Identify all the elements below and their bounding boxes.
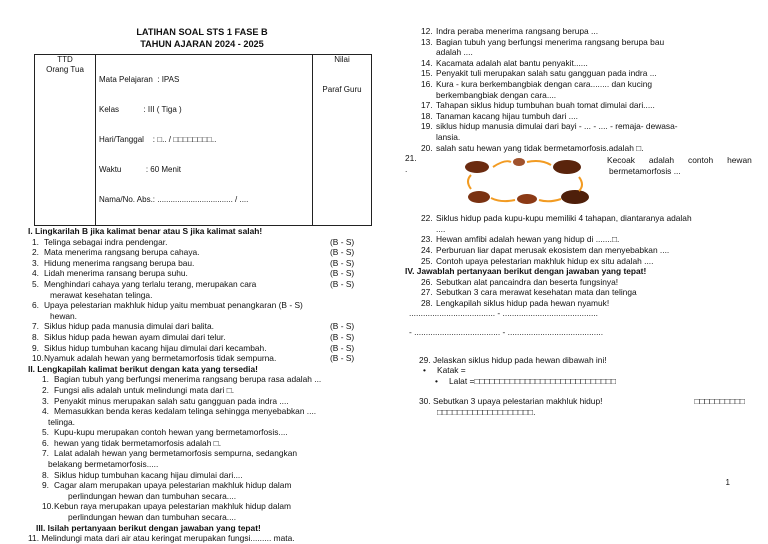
q21-text-2: bermetamorfosis ...	[609, 165, 681, 176]
bullet-icon: •	[423, 365, 426, 376]
item-number: 2.	[42, 384, 49, 395]
item-number: 7.	[42, 448, 49, 459]
item-number: 15.	[421, 68, 433, 79]
item-text: Nyamuk adalah hewan yang bermetamorfosis tidak sempurna.	[44, 353, 277, 364]
kelas-line: Kelas : III ( Tiga )	[99, 105, 182, 114]
item-text: Perburuan liar dapat merusak ekosistem dan menyebabkan ....	[436, 244, 670, 255]
item-number: 22.	[421, 213, 433, 224]
item-number: 7.	[32, 321, 39, 332]
item-number: 5.	[32, 278, 39, 289]
item-number: 23.	[421, 234, 433, 245]
right-item	[405, 298, 745, 309]
q30-continuation: □□□□□□□□□□□□□□□□□□□.	[437, 407, 536, 418]
right-list-2	[405, 213, 745, 266]
section-1-item	[28, 279, 376, 290]
item-continuation: ....	[436, 223, 446, 234]
item-text: Mata menerima rangsang berupa cahaya.	[44, 247, 200, 258]
section-2-item	[28, 480, 376, 491]
section-1-item	[28, 268, 376, 279]
item-number: 4.	[42, 406, 49, 417]
section-1-item	[28, 332, 376, 343]
question-30	[405, 396, 745, 407]
section-2-item	[28, 406, 376, 417]
item-continuation: merawat kesehatan telinga.	[50, 289, 153, 300]
true-false-choice	[330, 300, 376, 311]
q21-number: 21. .	[405, 153, 417, 174]
item-number: 1.	[32, 236, 39, 247]
item-text: Fungsi alis adalah untuk melindungi mata dari □.	[54, 384, 235, 395]
section-1-list	[28, 237, 376, 364]
item-text: Penyakit tuli merupakan salah satu gangguan pada indra ...	[436, 68, 657, 79]
item-number: 18.	[421, 110, 433, 121]
item-text: Penyakit minus merupakan salah satu gangguan pada indra ....	[54, 395, 289, 406]
item-number: 3.	[42, 395, 49, 406]
item-text: Siklus hidup pada kupu-kupu memiliki 4 tahapan, diantaranya adalah	[436, 213, 692, 224]
item-number: 6.	[32, 300, 39, 311]
section-4-heading: IV. Jawablah pertanyaan berikut dengan jawaban yang tepat!	[405, 266, 647, 277]
right-item	[405, 121, 745, 132]
right-item	[405, 58, 745, 69]
signature-cell	[35, 55, 96, 226]
item-text: Kura - kura berkembangbiak dengan cara........ dan kucing	[436, 78, 653, 89]
lalat-row	[405, 376, 745, 387]
paraf-label: Paraf Guru	[322, 85, 362, 94]
section-1-item	[28, 343, 376, 354]
right-item	[405, 277, 745, 288]
section-1-item	[28, 321, 376, 332]
item-text: Sebutkan alat pancaindra dan beserta fungsinya!	[436, 276, 619, 287]
item-number: 20.	[421, 142, 433, 153]
page-number: 1	[725, 478, 730, 487]
item-text: Siklus hidup pada manusia dimulai dari balita.	[44, 321, 214, 332]
cockroach-lifecycle-icon	[457, 153, 607, 211]
item-continuation: lansia.	[436, 131, 461, 142]
question-11: 11. Melindungi mata dari air atau keringat merupakan fungsi......... mata.	[28, 533, 295, 544]
item-continuation: hewan.	[50, 310, 78, 321]
title-line-1: LATIHAN SOAL STS 1 FASE B	[136, 27, 268, 37]
item-number: 10.	[32, 353, 44, 364]
item-number: 8.	[32, 331, 39, 342]
item-continuation: adalah ....	[436, 47, 473, 58]
item-continuation: belakang bermetamorfosis.....	[48, 459, 159, 470]
section-2-item	[28, 438, 376, 449]
item-text: Telinga sebagai indra pendengar.	[44, 236, 168, 247]
item-number: 14.	[421, 57, 433, 68]
question-21	[405, 153, 752, 211]
true-false-choice: (B - S)	[330, 236, 355, 247]
section-2-item	[28, 427, 376, 438]
item-text: Indra peraba menerima rangsang berupa ...	[436, 26, 599, 36]
question-29: 29. Jelaskan siklus hidup pada hewan dibawah ini!	[419, 354, 607, 365]
section-2-list	[28, 374, 376, 522]
right-item	[405, 143, 745, 154]
section-2-item	[28, 396, 376, 407]
item-text: Memasukkan benda keras kedalam telinga sehingga menyebabkan ....	[54, 406, 317, 417]
item-text: Tahapan siklus hidup tumbuhan buah tomat dimulai dari.....	[436, 100, 655, 111]
item-number: 28.	[421, 297, 433, 308]
ttd-label: TTD	[57, 55, 73, 64]
left-column	[28, 26, 376, 544]
item-number: 12.	[421, 26, 433, 36]
dots-line-2: - ..................................... - .........................................	[409, 327, 604, 338]
right-item	[405, 100, 745, 111]
identity-table	[34, 54, 372, 226]
item-number: 24.	[421, 244, 433, 255]
katak-row	[405, 365, 745, 376]
item-text: Cagar alam merupakan upaya pelestarian makhluk hidup dalam	[54, 480, 292, 491]
right-item	[405, 245, 745, 256]
info-cell	[96, 55, 313, 226]
waktu-line: Waktu : 60 Menit	[99, 165, 181, 174]
item-text: siklus hidup manusia dimulai dari bayi - ... - .... - remaja- dewasa-	[436, 121, 678, 132]
right-item	[405, 256, 745, 267]
item-text: Siklus hidup tumbuhan kacang hijau dimulai dari kecambah.	[44, 342, 267, 353]
item-number: 25.	[421, 255, 433, 266]
nilai-label: Nilai	[334, 55, 350, 64]
section-1-item	[28, 258, 376, 269]
item-text: Kacamata adalah alat bantu penyakit......	[436, 57, 588, 68]
item-text: Lidah menerima ransang berupa suhu.	[44, 268, 188, 279]
score-cell	[313, 55, 372, 226]
section-2-item	[28, 385, 376, 396]
item-number: 1.	[42, 374, 49, 385]
item-number: 16.	[421, 78, 433, 89]
item-number: 17.	[421, 100, 433, 111]
item-text: Menghindari cahaya yang terlalu terang, merupakan cara	[44, 278, 257, 289]
right-item	[405, 37, 745, 48]
section-2-item	[28, 470, 376, 481]
bullet-icon: •	[435, 375, 438, 386]
item-text: Bagian tubuh yang berfungsi menerima rangsang berupa bau	[436, 36, 665, 47]
hari-line: Hari/Tanggal : □.. / □□□□□□□□..	[99, 135, 217, 144]
item-text: salah satu hewan yang tidak bermetamorfosis.adalah □.	[436, 142, 644, 153]
right-item	[405, 26, 745, 37]
item-number: 9.	[42, 480, 49, 491]
right-item	[405, 213, 745, 224]
section-1-item	[28, 237, 376, 248]
right-column	[405, 26, 752, 418]
item-text: Kebun raya merupakan upaya pelestarian makhluk hidup dalam	[54, 501, 291, 512]
item-text: Upaya pelestarian makhluk hidup yaitu membuat penangkaran (B - S)	[44, 300, 303, 311]
item-text: hewan yang tidak bermetamorfosis adalah □.	[54, 437, 222, 448]
item-text: Siklus hidup pada hewan ayam dimulai dari telur.	[44, 331, 226, 342]
item-number: 2.	[32, 247, 39, 258]
item-number: 4.	[32, 268, 39, 279]
item-number: 13.	[421, 36, 433, 47]
right-item	[405, 79, 745, 90]
right-item	[405, 111, 745, 122]
orang-tua-label: Orang Tua	[46, 65, 84, 74]
section-1-item	[28, 300, 376, 311]
section-2-item	[28, 501, 376, 512]
true-false-choice: (B - S)	[330, 331, 355, 342]
lalat-label: Lalat =□□□□□□□□□□□□□□□□□□□□□□□□□□□□	[449, 375, 617, 386]
true-false-choice: (B - S)	[330, 247, 355, 258]
item-number: 5.	[42, 427, 49, 438]
true-false-choice: (B - S)	[330, 257, 355, 268]
right-list-1	[405, 26, 745, 153]
item-number: 26.	[421, 276, 433, 287]
true-false-choice: (B - S)	[330, 278, 355, 289]
item-number: 19.	[421, 121, 433, 132]
item-number: 9.	[32, 342, 39, 353]
right-list-3	[405, 277, 745, 309]
cockroach-lifecycle-image	[457, 153, 607, 211]
right-item	[405, 287, 745, 298]
q30-text: 30. Sebutkan 3 upaya pelestarian makhluk hidup!	[419, 396, 603, 407]
item-text: Lengkapilah siklus hidup pada hewan nyamuk!	[436, 297, 610, 308]
q30-boxes: □□□□□□□□□□	[694, 396, 745, 407]
item-text: Bagian tubuh yang berfungsi menerima rangsang berupa rasa adalah ...	[54, 374, 322, 385]
item-number: 10.	[42, 501, 54, 512]
title-line-2: TAHUN AJARAN 2024 - 2025	[140, 39, 264, 49]
item-text: Kupu-kupu merupakan contoh hewan yang bermetamorfosis....	[54, 427, 288, 438]
item-continuation: berkembangbiak dengan cara....	[436, 89, 557, 100]
item-text: Lalat adalah hewan yang bermetamorfosis sempurna, sedangkan	[54, 448, 298, 459]
dots-line-1: ..................................... - .........................................	[409, 308, 598, 319]
section-2-item	[28, 448, 376, 459]
section-1-item	[28, 247, 376, 258]
item-text: Sebutkan 3 cara merawat kesehatan mata dan telinga	[436, 287, 637, 298]
item-number: 6.	[42, 437, 49, 448]
katak-label: Katak =	[437, 365, 466, 376]
section-1-heading: I. Lingkarilah B jika kalimat benar atau S jika kalimat salah!	[28, 226, 263, 236]
true-false-choice: (B - S)	[330, 353, 355, 364]
right-item	[405, 68, 745, 79]
section-3-heading: III. Isilah pertanyaan berikut dengan jawaban yang tepat!	[36, 522, 261, 533]
item-text: Hidung menerima rangsang berupa bau.	[44, 257, 195, 268]
mapel-line: Mata Pelajaran : IPAS	[99, 75, 180, 84]
item-number: 8.	[42, 469, 49, 480]
true-false-choice: (B - S)	[330, 342, 355, 353]
item-continuation: telinga.	[48, 416, 76, 427]
true-false-choice: (B - S)	[330, 268, 355, 279]
nama-line: Nama/No. Abs.: .................................. / ....	[99, 195, 249, 204]
item-text: Siklus hidup tumbuhan kacang hijau dimulai dari....	[54, 469, 243, 480]
item-number: 3.	[32, 257, 39, 268]
item-continuation: perlindungan hewan dan tumbuhan secara....	[68, 490, 237, 501]
item-text: Contoh upaya pelestarian makhluk hidup ex situ adalah ....	[436, 255, 654, 266]
item-number: 27.	[421, 287, 433, 298]
item-text: Hewan amfibi adalah hewan yang hidup di .......□.	[436, 234, 620, 245]
section-2-item	[28, 374, 376, 385]
item-text: Tanaman kacang hijau tumbuh dari ....	[436, 110, 578, 121]
q21-text-1: Kecoak adalah contoh hewan	[607, 155, 752, 166]
section-1-item	[28, 353, 376, 364]
right-item	[405, 234, 745, 245]
item-continuation: perlindungan hewan dan tumbuhan secara....	[68, 512, 237, 523]
true-false-choice: (B - S)	[330, 321, 355, 332]
section-2-heading: II. Lengkapilah kalimat berikut dengan kata yang tersedia!	[28, 363, 258, 374]
